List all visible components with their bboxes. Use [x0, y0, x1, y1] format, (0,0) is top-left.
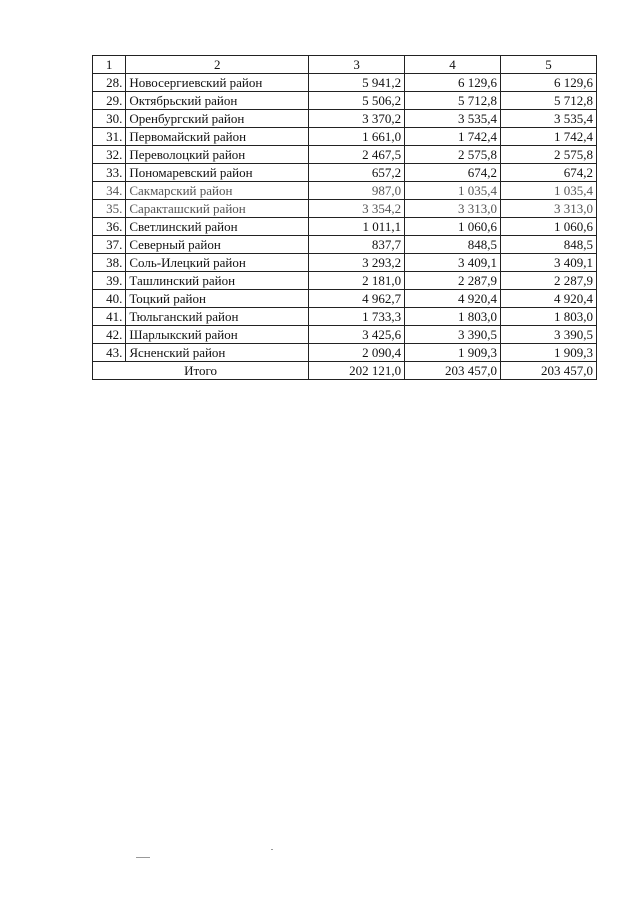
- district-name: Сакмарский район: [126, 182, 309, 200]
- table-row: [93, 110, 597, 128]
- value-col-4: 2 575,8: [405, 146, 501, 164]
- value-col-4: 3 390,5: [405, 326, 501, 344]
- value-col-4: 1 035,4: [405, 182, 501, 200]
- value-col-5: 674,2: [501, 164, 597, 182]
- value-col-3: 4 962,7: [309, 290, 405, 308]
- row-number: 36.: [93, 218, 126, 236]
- table-row: [93, 146, 597, 164]
- value-col-3: 2 181,0: [309, 272, 405, 290]
- value-col-4: 3 409,1: [405, 254, 501, 272]
- row-number: 40.: [93, 290, 126, 308]
- row-number: 28.: [93, 74, 126, 92]
- value-col-5: 3 535,4: [501, 110, 597, 128]
- value-col-3: 5 506,2: [309, 92, 405, 110]
- district-name: Светлинский район: [126, 218, 309, 236]
- total-label: Итого: [93, 362, 309, 380]
- header-cell: 2: [126, 56, 309, 74]
- value-col-5: 848,5: [501, 236, 597, 254]
- value-col-5: 1 909,3: [501, 344, 597, 362]
- table-row: [93, 200, 597, 218]
- district-name: Октябрьский район: [126, 92, 309, 110]
- value-col-3: 1 011,1: [309, 218, 405, 236]
- value-col-4: 1 909,3: [405, 344, 501, 362]
- value-col-5: 1 035,4: [501, 182, 597, 200]
- value-col-3: 657,2: [309, 164, 405, 182]
- row-number: 32.: [93, 146, 126, 164]
- row-number: 33.: [93, 164, 126, 182]
- row-number: 29.: [93, 92, 126, 110]
- row-number: 31.: [93, 128, 126, 146]
- district-name: Тюльганский район: [126, 308, 309, 326]
- district-name: Ясненский район: [126, 344, 309, 362]
- value-col-3: 1 733,3: [309, 308, 405, 326]
- value-col-4: 5 712,8: [405, 92, 501, 110]
- value-col-4: 848,5: [405, 236, 501, 254]
- value-col-4: 674,2: [405, 164, 501, 182]
- table-row: [93, 164, 597, 182]
- value-col-5: 1 803,0: [501, 308, 597, 326]
- scan-speck: [136, 857, 150, 858]
- value-col-5: 1 742,4: [501, 128, 597, 146]
- district-name: Саракташский район: [126, 200, 309, 218]
- table-header-row: [93, 56, 597, 74]
- value-col-3: 987,0: [309, 182, 405, 200]
- district-name: Новосергиевский район: [126, 74, 309, 92]
- total-col-3: 202 121,0: [309, 362, 405, 380]
- header-cell: 5: [501, 56, 597, 74]
- budget-table: [92, 55, 597, 380]
- value-col-3: 3 370,2: [309, 110, 405, 128]
- table-row: [93, 326, 597, 344]
- value-col-4: 4 920,4: [405, 290, 501, 308]
- value-col-5: 2 287,9: [501, 272, 597, 290]
- district-name: Северный район: [126, 236, 309, 254]
- row-number: 34.: [93, 182, 126, 200]
- value-col-4: 3 313,0: [405, 200, 501, 218]
- value-col-5: 2 575,8: [501, 146, 597, 164]
- total-col-5: 203 457,0: [501, 362, 597, 380]
- table-row: [93, 218, 597, 236]
- row-number: 35.: [93, 200, 126, 218]
- table-row: [93, 128, 597, 146]
- value-col-4: 3 535,4: [405, 110, 501, 128]
- value-col-4: 2 287,9: [405, 272, 501, 290]
- value-col-5: 6 129,6: [501, 74, 597, 92]
- row-number: 38.: [93, 254, 126, 272]
- value-col-4: 6 129,6: [405, 74, 501, 92]
- value-col-3: 3 425,6: [309, 326, 405, 344]
- value-col-5: 1 060,6: [501, 218, 597, 236]
- row-number: 43.: [93, 344, 126, 362]
- row-number: 41.: [93, 308, 126, 326]
- district-name: Пономаревский район: [126, 164, 309, 182]
- header-cell: 4: [405, 56, 501, 74]
- table-row: [93, 254, 597, 272]
- table-row: [93, 290, 597, 308]
- district-name: Первомайский район: [126, 128, 309, 146]
- value-col-3: 2 090,4: [309, 344, 405, 362]
- value-col-3: 837,7: [309, 236, 405, 254]
- district-name: Тоцкий район: [126, 290, 309, 308]
- value-col-3: 1 661,0: [309, 128, 405, 146]
- table-row: [93, 344, 597, 362]
- row-number: 42.: [93, 326, 126, 344]
- district-name: Ташлинский район: [126, 272, 309, 290]
- table-row: [93, 236, 597, 254]
- table-row: [93, 308, 597, 326]
- value-col-5: 4 920,4: [501, 290, 597, 308]
- table-row: [93, 182, 597, 200]
- table-row: [93, 92, 597, 110]
- value-col-4: 1 803,0: [405, 308, 501, 326]
- district-name: Переволоцкий район: [126, 146, 309, 164]
- scan-speck: [271, 849, 273, 850]
- value-col-4: 1 742,4: [405, 128, 501, 146]
- value-col-5: 3 313,0: [501, 200, 597, 218]
- value-col-5: 5 712,8: [501, 92, 597, 110]
- value-col-4: 1 060,6: [405, 218, 501, 236]
- district-name: Шарлыкский район: [126, 326, 309, 344]
- value-col-3: 2 467,5: [309, 146, 405, 164]
- total-row: [93, 362, 597, 380]
- value-col-3: 3 293,2: [309, 254, 405, 272]
- row-number: 37.: [93, 236, 126, 254]
- row-number: 39.: [93, 272, 126, 290]
- total-col-4: 203 457,0: [405, 362, 501, 380]
- district-name: Соль-Илецкий район: [126, 254, 309, 272]
- header-cell: 3: [309, 56, 405, 74]
- value-col-5: 3 409,1: [501, 254, 597, 272]
- value-col-3: 5 941,2: [309, 74, 405, 92]
- value-col-5: 3 390,5: [501, 326, 597, 344]
- table-row: [93, 74, 597, 92]
- value-col-3: 3 354,2: [309, 200, 405, 218]
- district-name: Оренбургский район: [126, 110, 309, 128]
- row-number: 30.: [93, 110, 126, 128]
- header-cell: 1: [93, 56, 126, 74]
- table-row: [93, 272, 597, 290]
